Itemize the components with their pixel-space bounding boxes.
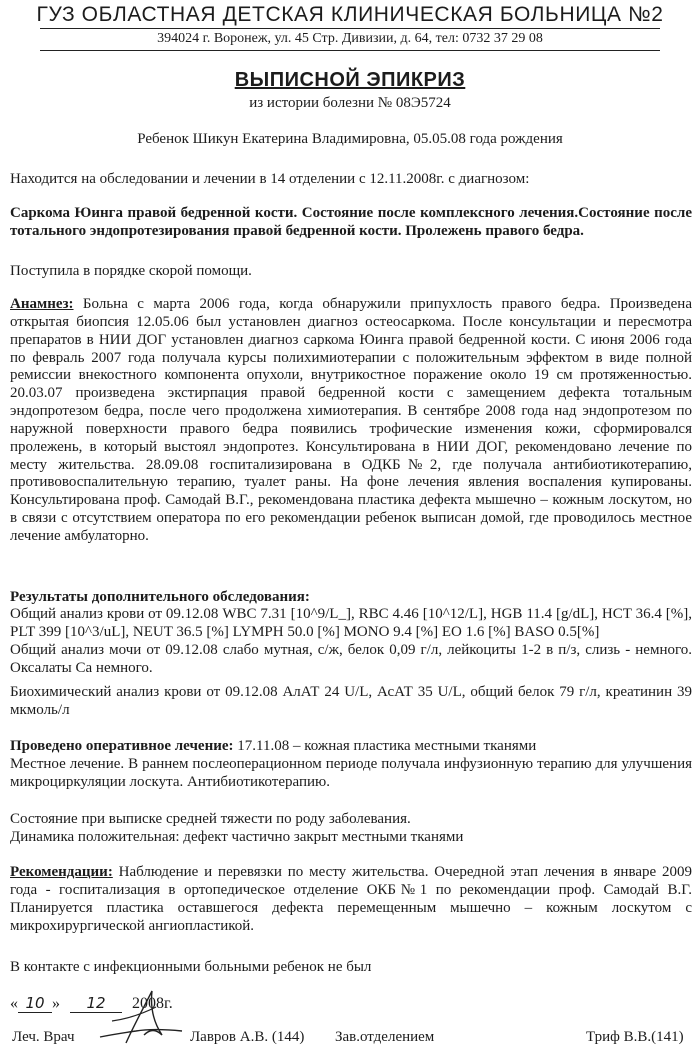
surgery-label: Проведено оперативное лечение:: [10, 738, 234, 754]
recommendations-text: Наблюдение и перевязки по месту жительства. Очередной этап лечения в январе 2009 года - госпитализация в ортопедическое отделение ОКБ№1 по рекомендации проф. Самодай В.Г. Планируется пластика оставшегося дефекта перемещенным мышечно – кожным лоскутом с микрохирургической ангиопластикой.: [10, 864, 692, 934]
hospital-address: 394024 г. Воронеж, ул. 45 Стр. Дивизии, д. 64, тел: 0732 37 29 08: [157, 31, 543, 46]
diagnosis-paragraph: Саркома Юинга правой бедренной кости. Состояние после комплексного лечения.Состояние после тотального эндопротезирования правой бедренной кости. Пролежень правого бедра.: [10, 205, 692, 239]
head-label: Зав.отделением: [335, 1029, 435, 1045]
arrival-line: Поступила в порядке скорой помощи.: [10, 263, 252, 279]
date-close-quote: »: [52, 995, 60, 1012]
anamnesis-label: Анамнез:: [10, 296, 74, 312]
doctor-signature: [92, 985, 192, 1055]
date-year: 2008г.: [132, 995, 173, 1012]
results-label: Результаты дополнительного обследования:: [10, 589, 310, 605]
blood-test: Общий анализ крови от 09.12.08 WBC 7.31 [10^9/L_], RBC 4.46 [10^12/L], HGB 11.4 [g/dL], HCT 36.4 [%], PLT 399 [10^3/uL], NEUT 36.5 [%] LYMPH 50.0 [%] MONO 9.4 [%] EO 1.6 [%] BASO 0.5[%]: [10, 606, 692, 640]
discharge-state: Состояние при выписке средней тяжести по роду заболевания.: [10, 811, 411, 827]
anamnesis-paragraph: [10, 296, 692, 546]
header-rule-bottom: [40, 50, 660, 51]
biochem-test: Биохимический анализ крови от 09.12.08 АлАТ 24 U/L, АсАТ 35 U/L, общий белок 79 г/л, креатинин 39 мкмоль/л: [10, 684, 692, 718]
doctor-name: Лавров А.В. (144): [190, 1029, 305, 1045]
patient-line: Ребенок Шикун Екатерина Владимировна, 05.05.08 года рождения: [137, 131, 563, 147]
surgery-text: 17.11.08 – кожная пластика местными тканями: [233, 738, 537, 754]
surgery-line: [10, 738, 692, 756]
document-subtitle: из истории болезни № 08Э5724: [249, 95, 451, 111]
urine-test: Общий анализ мочи от 09.12.08 слабо мутная, с/ж, белок 0,09 г/л, лейкоциты 1-2 в п/з, слизь - немного. Оксалаты Са немного.: [10, 642, 692, 676]
contact-line: В контакте с инфекционными больными ребенок не был: [10, 959, 372, 975]
hospital-name: ГУЗ ОБЛАСТНАЯ ДЕТСКАЯ КЛИНИЧЕСКАЯ БОЛЬНИЦА №2: [36, 3, 664, 26]
recommendations-paragraph: [10, 864, 692, 935]
header-rule-top: [40, 28, 660, 29]
recommendations-label: Рекомендации:: [10, 864, 113, 880]
discharge-dynamics: Динамика положительная: дефект частично закрыт местными тканями: [10, 829, 464, 845]
doctor-label: Леч. Врач: [12, 1029, 75, 1045]
surgery-details: Местное лечение. В раннем послеоперационном периоде получала инфузионную терапию для улучшения микроциркуляции лоскута. Антибиотикотерапию.: [10, 756, 692, 790]
date-open-quote: «: [10, 995, 18, 1012]
head-name: Триф В.В.(141): [586, 1029, 684, 1045]
document-title: ВЫПИСНОЙ ЭПИКРИЗ: [234, 69, 466, 91]
date-day: 10: [18, 994, 52, 1013]
admission-line: Находится на обследовании и лечении в 14 отделении с 12.11.2008г. с диагнозом:: [10, 171, 530, 187]
anamnesis-text: Больна с марта 2006 года, когда обнаружили припухлость правого бедра. Произведена открытая биопсия 12.05.06 был установлен диагноз остеосаркома. После консультации и пересмотра препаратов в НИИ ДОГ установлен диагноз саркома Юинга правой бедренной кости. С июня 2006 года по февраль 2007 года получала курсы полихимиотерапии с положительным эффектом в виде полной ремиссии внекостного компонента опухоли, внутрикостное поражение около 19 см протяженностью. 20.03.07 произведена экстирпация правой бедренной кости с замещением дефекта тотальным эндопротезом бедра, после чего продолжена химиотерапия. В сентябре 2008 года над эндопротезом по наружной поверхности правого бедра появились трофические изменения кожи, сформировался пролежень, в который выстоял эндопротез. Консультирована в НИИ ДОГ, рекомендовано лечение по месту жительства. 28.09.08 госпитализирована в ОДКБ№2, где получала антибиотикотерапию, противовоспалительную терапию, туалет раны. На фоне лечения явления воспаления купированы. Консультирована проф. Самодай В.Г., рекомендована пластика дефекта мышечно – кожным лоскутом, но в связи с отсутствием оператора по его рекомендации ребенок выписан домой, где проводилось местное лечение амбулаторно.: [10, 296, 692, 544]
date-month: 12: [70, 994, 122, 1013]
